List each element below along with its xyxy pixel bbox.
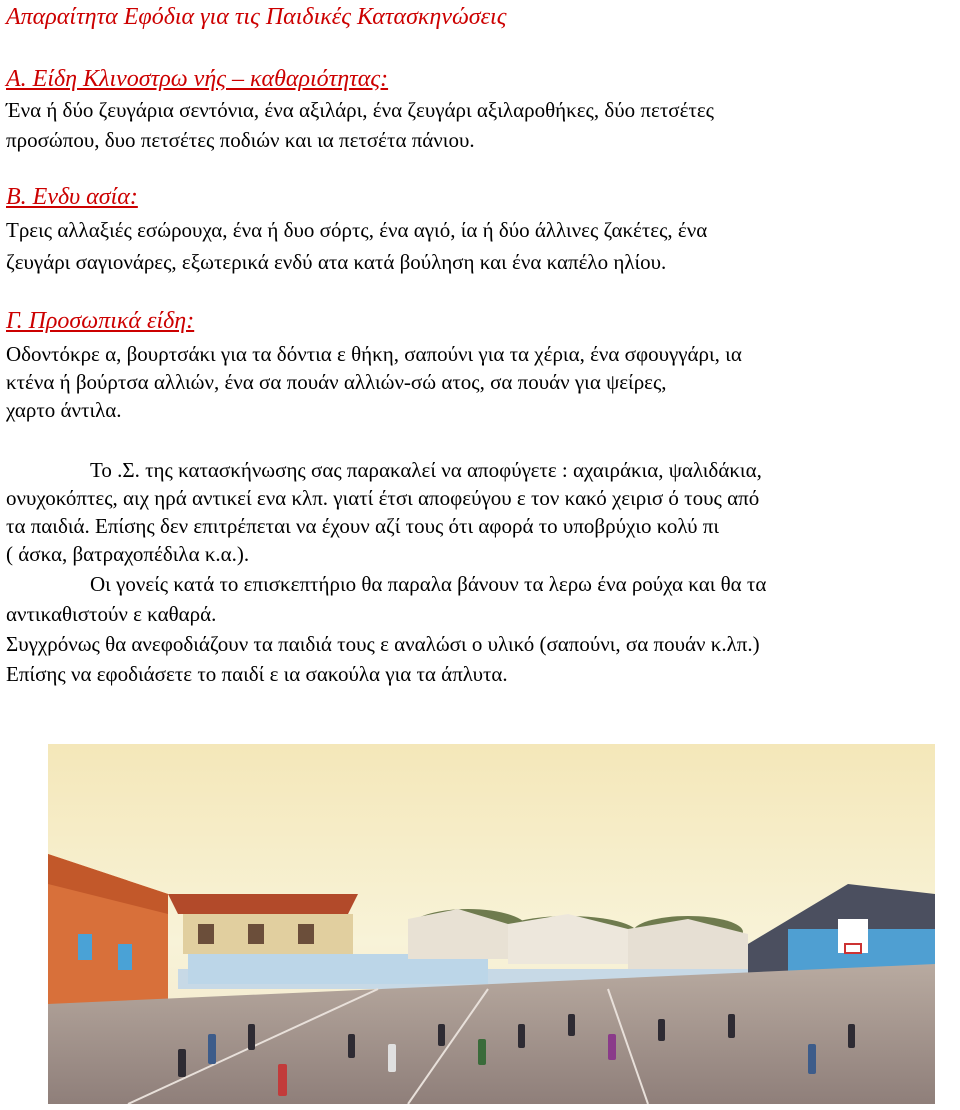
clothing-line: Τρεις αλλαξιές εσώρουχα, ένα ή δυο σόρτς, ένα αγιό, ία ή δύο άλλινες ζακέτες, ένα xyxy=(6,218,708,242)
notes-line: ( άσκα, βατραχοπέδιλα κ.α.). xyxy=(6,542,250,566)
notes-line: Συγχρόνως θα ανεφοδιάζουν τα παιδιά τους ε αναλώσι ο υλικό (σαπούνι, σα πουάν κ.λπ.) xyxy=(6,632,760,656)
document-title: Απαραίτητα Εφόδια για τις Παιδικές Κατασκηνώσεις xyxy=(6,4,507,30)
camp-photo-illustration xyxy=(48,744,935,1104)
notes-line: ονυχοκόπτες, αιχ ηρά αντικεί ενα κλπ. γιατί έτσι αποφεύγου ε τον κακό χειρισ ό τους από xyxy=(6,486,760,510)
personal-line: κτένα ή βούρτσα αλλιών, ένα σα πουάν αλλιών-σώ ατος, σα πουάν για ψείρες, xyxy=(6,370,667,394)
notes-line: τα παιδιά. Επίσης δεν επιτρέπεται να έχουν αζί τους ότι αφορά το υποβρύχιο κολύ πι xyxy=(6,514,720,538)
clothing-line: ζευγάρι σαγιονάρες, εξωτερικά ενδύ ατα κατά βούληση και ένα καπέλο ηλίου. xyxy=(6,250,667,274)
bedding-line: προσώπου, δυο πετσέτες ποδιών και ια πετσέτα πάνιου. xyxy=(6,128,475,152)
section-heading-clothing: Β. Ενδυ ασία: xyxy=(6,184,138,210)
section-heading-bedding: Α. Είδη Κλινοστρω νής – καθαριότητας: xyxy=(6,66,389,92)
section-heading-personal: Γ. Προσωπικά είδη: xyxy=(6,308,195,334)
notes-line: Το .Σ. της κατασκήνωσης σας παρακαλεί να αποφύγετε : αχαιράκια, ψαλιδάκια, xyxy=(90,458,762,482)
notes-line: αντικαθιστούν ε καθαρά. xyxy=(6,602,217,626)
notes-line: Οι γονείς κατά το επισκεπτήριο θα παραλα βάνουν τα λερω ένα ρούχα και θα τα xyxy=(90,572,767,596)
personal-line: χαρτο άντιλα. xyxy=(6,398,122,422)
camp-photo xyxy=(48,744,935,1104)
notes-line: Επίσης να εφοδιάσετε το παιδί ε ια σακούλα για τα άπλυτα. xyxy=(6,662,508,686)
personal-line: Οδοντόκρε α, βουρτσάκι για τα δόντια ε θήκη, σαπούνι για τα χέρια, ένα σφουγγάρι, ια xyxy=(6,342,742,366)
bedding-line: Ένα ή δύο ζευγάρια σεντόνια, ένα αξιλάρι, ένα ζευγάρι αξιλαροθήκες, δύο πετσέτες xyxy=(6,98,714,122)
